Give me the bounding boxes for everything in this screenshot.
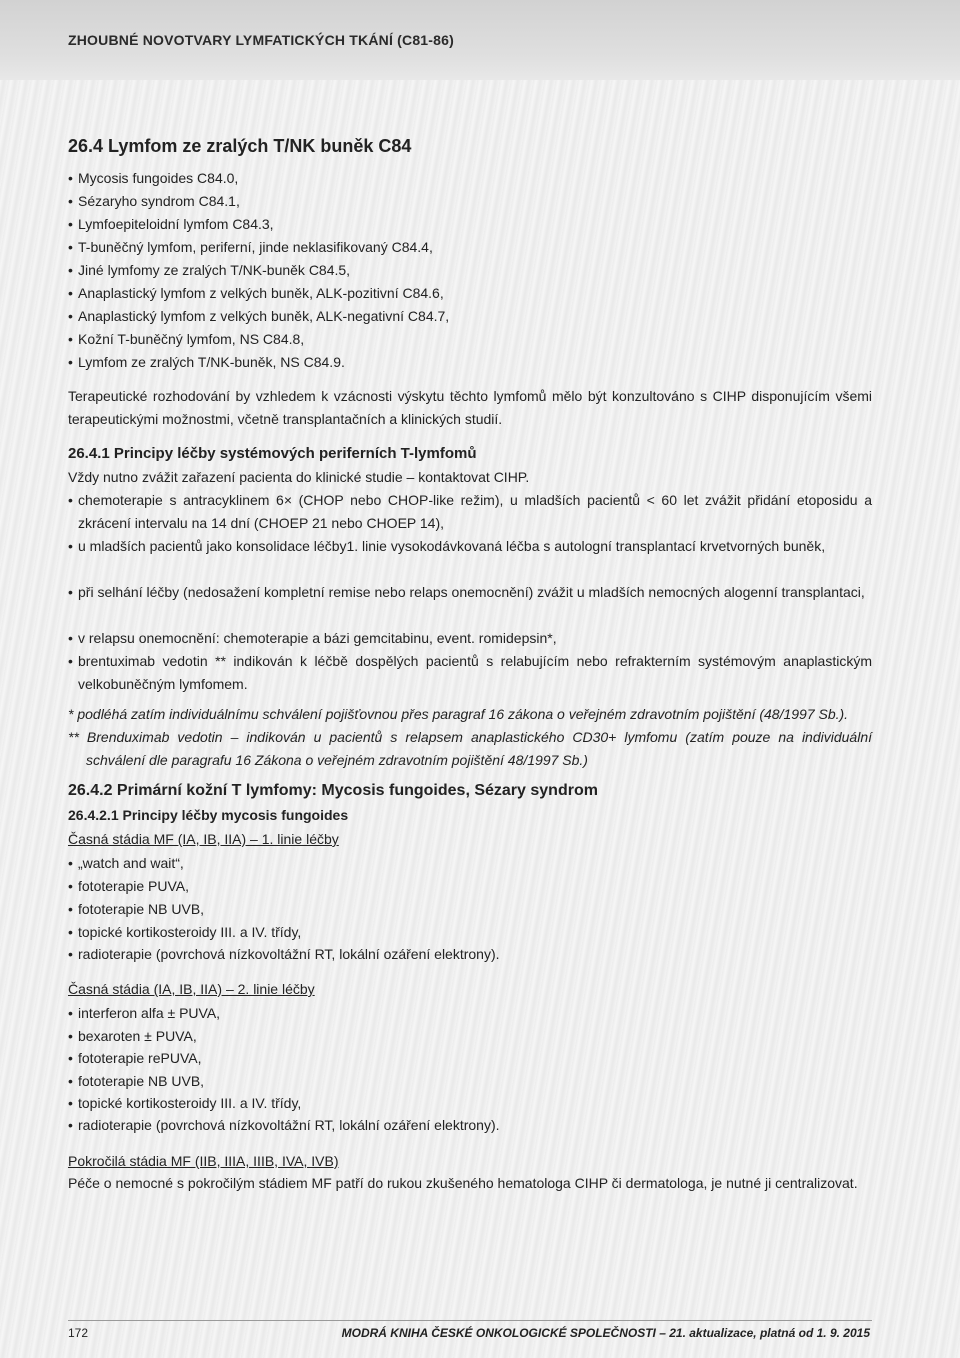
list-item: • radioterapie (povrchová nízkovoltážní RT, lokální ozáření elektrony). (68, 946, 500, 962)
bullet: • (68, 492, 73, 508)
list-item: • topické kortikosteroidy III. a IV. třídy, (68, 1095, 302, 1111)
list-item: • v relapsu onemocnění: chemoterapie a bázi gemcitabinu, event. romidepsin*, (68, 627, 872, 650)
list-item: • Sézaryho syndrom C84.1, (68, 193, 240, 209)
page-number: 172 (68, 1326, 89, 1340)
list-item: • Lymfom ze zralých T/NK-buněk, NS C84.9. (68, 354, 345, 370)
list-item: • Jiné lymfomy ze zralých T/NK-buněk C84.5, (68, 262, 351, 278)
bullet: • (68, 653, 73, 669)
list-item: • topické kortikosteroidy III. a IV. třídy, (68, 924, 302, 940)
running-header: ZHOUBNÉ NOVOTVARY LYMFATICKÝCH TKÁNÍ (C81-86) (68, 32, 454, 48)
section-title: 26.4 Lymfom ze zralých T/NK buněk C84 (68, 136, 412, 156)
list-item: • Mycosis fungoides C84.0, (68, 170, 239, 186)
bullet: • (68, 1005, 73, 1021)
footer-text: MODRÁ KNIHA ČESKÉ ONKOLOGICKÉ SPOLEČNOSTI – 21. aktualizace, platná od 1. 9. 2015 (341, 1326, 870, 1340)
list-item: • u mladších pacientů jako konsolidace léčby1. linie vysokodávkovaná léčba s autologní transplantací krvetvorných buněk, (68, 535, 872, 558)
list-item: • Anaplastický lymfom z velkých buněk, ALK-pozitivní C84.6, (68, 285, 444, 301)
advanced-stage-paragraph: Péče o nemocné s pokročilým stádiem MF patří do rukou zkušeného hematologa CIHP či dermatologa, je nutné ji centralizovat. (68, 1175, 858, 1191)
bullet: • (68, 1095, 73, 1111)
list-item: • interferon alfa ± PUVA, (68, 1005, 221, 1021)
list-item: • „watch and wait“, (68, 855, 184, 871)
bullet: • (68, 239, 73, 255)
list-item: • chemoterapie s antracyklinem 6× (CHOP nebo CHOP-like režim), u mladších pacientů < 60 let zvážit přidání etoposidu a zkrácení intervalu na 14 dní (CHOEP 21 nebo CHOEP 14), (68, 489, 872, 535)
footnote-2: ** Brenduximab vedotin – indikován u pacientů s relapsem anaplastického CD30+ lymfomu (zatím pouze na individuální schválení dle paragrafu 16 Zákona o veřejném zdravotním pojištění 48/1997 Sb.) (68, 729, 872, 768)
bullet: • (68, 216, 73, 232)
footnote-1: * podléhá zatím individuálnímu schválení pojišťovnou přes paragraf 16 zákona o veřejném zdravotním pojištění (48/1997 Sb.). (68, 706, 849, 722)
bullet: • (68, 878, 73, 894)
bullet: • (68, 308, 73, 324)
bullet: • (68, 1117, 73, 1133)
list-item: • fototerapie NB UVB, (68, 1073, 205, 1089)
group-heading-1: Časná stádia MF (IA, IB, IIA) – 1. linie léčby (68, 831, 339, 847)
bullet: • (68, 285, 73, 301)
subsubsection-title: 26.4.2.1 Principy léčby mycosis fungoides (68, 807, 349, 823)
bullet: • (68, 331, 73, 347)
list-item: • brentuximab vedotin ** indikován k léčbě dospělých pacientů s relabujícím nebo refrakterním systémovým anaplastickým velkobuněčným lymfomem. (68, 650, 872, 696)
list-item: • radioterapie (povrchová nízkovoltážní RT, lokální ozáření elektrony). (68, 1117, 500, 1133)
bullet: • (68, 584, 73, 600)
group-heading-3: Pokročilá stádia MF (IIB, IIIA, IIIB, IVA, IVB) (68, 1153, 339, 1169)
bullet: • (68, 924, 73, 940)
bullet: • (68, 193, 73, 209)
list-item: • Lymfoepiteloidní lymfom C84.3, (68, 216, 274, 232)
list-item: • fototerapie PUVA, (68, 878, 190, 894)
list-item: • Kožní T-buněčný lymfom, NS C84.8, (68, 331, 305, 347)
bullet: • (68, 1028, 73, 1044)
subsection-lead: Vždy nutno zvážit zařazení pacienta do klinické studie – kontaktovat CIHP. (68, 469, 530, 485)
bullet: • (68, 262, 73, 278)
bullet: • (68, 901, 73, 917)
bullet: • (68, 1073, 73, 1089)
list-item: • fototerapie rePUVA, (68, 1050, 202, 1066)
bullet: • (68, 946, 73, 962)
footer-divider (68, 1320, 872, 1321)
list-item: • při selhání léčby (nedosažení kompletní remise nebo relaps onemocnění) zvážit u mladších nemocných alogenní transplantaci, (68, 581, 872, 604)
subsection-title: 26.4.1 Principy léčby systémových periferních T-lymfomů (68, 445, 477, 462)
bullet: • (68, 630, 73, 646)
group-heading-2: Časná stádia (IA, IB, IIA) – 2. linie léčby (68, 981, 315, 997)
list-item: • T-buněčný lymfom, periferní, jinde neklasifikovaný C84.4, (68, 239, 433, 255)
bullet: • (68, 170, 73, 186)
subsection-title-2: 26.4.2 Primární kožní T lymfomy: Mycosis fungoides, Sézary syndrom (68, 782, 598, 799)
bullet: • (68, 538, 73, 554)
intro-paragraph: Terapeutické rozhodování by vzhledem k vzácnosti výskytu těchto lymfomů mělo být konzultováno s CIHP disponujícím všemi terapeutickými možnostmi, včetně transplantačních a klinických studií. (68, 388, 872, 427)
bullet: • (68, 354, 73, 370)
bullet: • (68, 855, 73, 871)
list-item: • fototerapie NB UVB, (68, 901, 205, 917)
list-item: • Anaplastický lymfom z velkých buněk, ALK-negativní C84.7, (68, 308, 450, 324)
bullet: • (68, 1050, 73, 1066)
list-item: • bexaroten ± PUVA, (68, 1028, 197, 1044)
